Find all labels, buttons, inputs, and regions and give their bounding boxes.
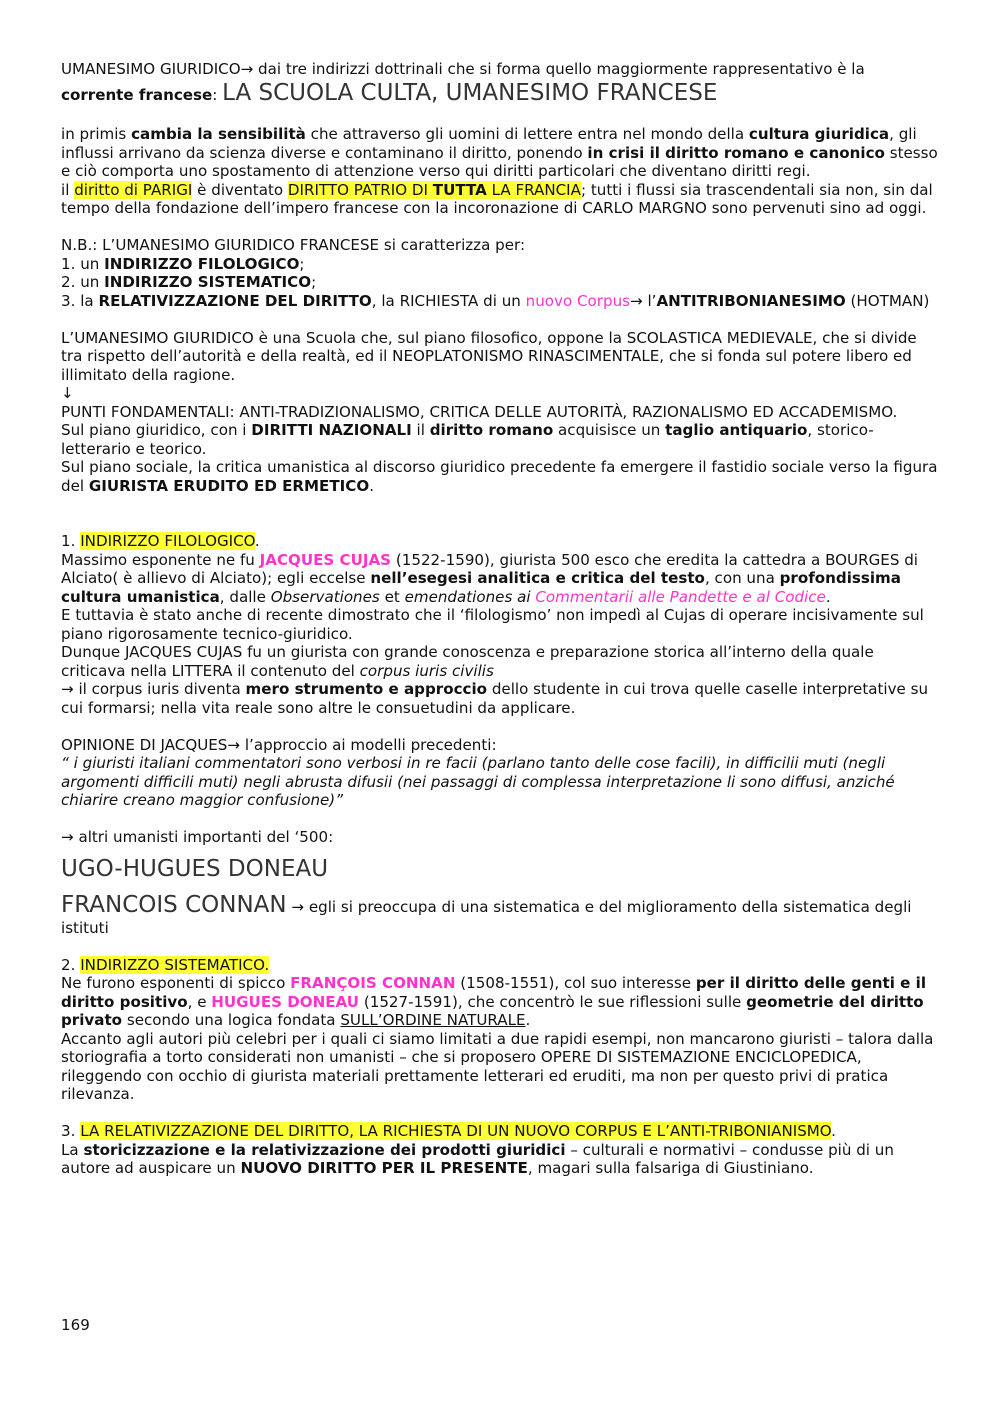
paragraph-enciclopedica: Accanto agli autori più celebri per i quali ci siamo limitati a due rapidi esempi, non mancarono giuristi – talora dalla storiografia a torto considerati non umanisti – che si proposero OPERE DI SISTEMAZIONE ENCICLOPEDICA, rileggendo con occhio di giurista materiali prettamente letterari ed eruditi, ma non per questo privi di pratica rilevanza. [61, 1029, 934, 1103]
intro-text: UMANESIMO GIURIDICO→ dai tre indirizzi dottrinali che si forma quello maggiormente rappresentativo è la [61, 60, 865, 78]
humanist-doneau: UGO-HUGUES DONEAU [61, 855, 329, 882]
intro-line: UMANESIMO GIURIDICO→ dai tre indirizzi dottrinali che si forma quello maggiormente rappresentativo è la corrente francese: LA SCUOLA CULTA, UMANESIMO FRANCESE [61, 60, 865, 106]
paragraph-cujas: Massimo esponente ne fu JACQUES CUJAS (1522-1590), giurista 500 esco che eredita la cattedra a BOURGES di Alciato( è allievo di Alciato); egli eccelse nell’esegesi analitica e critica del testo, con una profondissima cultura umanistica, dalle Observationes et emendationes ai Commentarii alle Pandette e al Codice. [61, 550, 918, 606]
paragraph-sistematico: Ne furono esponenti di spicco FRANÇOIS CONNAN (1508-1551), col suo interesse per il diritto delle genti e il diritto positivo, e HUGUES DONEAU (1527-1591), che concentrò le sue riflessioni sulle geometrie del diritto privato secondo una logica fondata SULL’ORDINE NATURALE. [61, 974, 927, 1029]
paragraph-corpus: → il corpus iuris diventa mero strumento e approccio dello studente in cui trova quelle caselle interpretative su cui formarsi; nella vita reale sono altre le consuetudini da applicare. [61, 680, 929, 717]
paragraph-scuola: L’UMANESIMO GIURIDICO è una Scuola che, sul piano filosofico, oppone la SCOLASTICA MEDIEVALE, che si divide tra rispetto dell’autorità e della realtà, ed il NEOPLATONISMO RINASCIMENTALE, che si fonda sul potere libero ed illimitato della ragione. [61, 328, 917, 384]
nb-title: N.B.: L’UMANESIMO GIURIDICO FRANCESE si caratterizza per: [61, 236, 526, 254]
other-humanists: → altri umanisti importanti del ‘500: [61, 828, 334, 846]
nb-item-1: 1. un INDIRIZZO FILOLOGICO; [61, 254, 305, 273]
section-3-heading: 3. LA RELATIVIZZAZIONE DEL DIRITTO, LA RICHIESTA DI UN NUOVO CORPUS E L’ANTI-TRIBONIANISMO. [61, 1122, 836, 1140]
nb-item-3: 3. la RELATIVIZZAZIONE DEL DIRITTO, la RICHIESTA di un nuovo Corpus→ l’ANTITRIBONIANESIMO (HOTMAN) [61, 291, 930, 310]
document-page [61, 60, 941, 1178]
paragraph-filologismo: E tuttavia è stato anche di recente dimostrato che il ‘filologismo’ non impedì al Cujas di operare incisivamente sul piano rigorosamente tecnico-giuridico. [61, 606, 924, 643]
paragraph-sociale: Sul piano sociale, la critica umanistica al discorso giuridico precedente fa emergere il fastidio sociale verso la figura del GIURISTA ERUDITO ED ERMETICO. [61, 458, 938, 495]
paragraph-sensibilita: in primis cambia la sensibilità che attraverso gli uomini di lettere entra nel mondo della cultura giuridica, gli influssi arrivano da scienza diverse e contaminano il diritto, ponendo in crisi il diritto romano e canonico stesso e ciò comporta uno spostamento di attenzione verso qui diritti particolari che diventano diritti regi. [61, 125, 938, 180]
paragraph-parigi: il diritto di PARIGI è diventato DIRITTO PATRIO DI TUTTA LA FRANCIA; tutti i flussi sia trascendentali sia non, sin dal tempo della fondazione dell’impero francese con la incoronazione di CARLO MARGNO sono pervenuti sino ad oggi. [61, 180, 933, 217]
highlight-parigi: diritto di PARIGI [74, 180, 193, 199]
humanist-connan: FRANCOIS CONNAN → egli si preoccupa di una sistematica e del miglioramento della sistematica degli istituti [61, 891, 912, 937]
paragraph-cujas-2: Dunque JACQUES CUJAS fu un giurista con grande conoscenza e preparazione storica all’interno della quale criticava nella LITTERA il contenuto del corpus iuris civilis [61, 643, 874, 680]
page-number: 169 [61, 1316, 90, 1334]
nb-item-2: 2. un INDIRIZZO SISTEMATICO; [61, 273, 317, 291]
highlight-diritto-patrio: DIRITTO PATRIO DI [287, 180, 433, 199]
punti-fondamentali: PUNTI FONDAMENTALI: ANTI-TRADIZIONALISMO, CRITICA DELLE AUTORITÀ, RAZIONALISMO ED ACCADEMISMO. [61, 402, 898, 421]
paragraph-relativizzazione: La storicizzazione e la relativizzazione dei prodotti giuridici – culturali e normativi – condusse più di un autore ad auspicare un NUOVO DIRITTO PER IL PRESENTE, magari sulla falsariga di Giustiniano. [61, 1140, 894, 1177]
section-1-heading: 1. INDIRIZZO FILOLOGICO. [61, 532, 260, 550]
opinion-quote: “ i giuristi italiani commentatori sono verbosi in re facii (parlano tanto delle cose facili), in difficilii muti (negli argomenti difficili muti) negli abrusta difusii (nei passaggi di complessa interpretazione li sono diffusi, anziché chiarire creano maggior confusione)” [61, 754, 895, 809]
section-2-heading: 2. INDIRIZZO SISTEMATICO. [61, 955, 270, 974]
section-title: LA SCUOLA CULTA, UMANESIMO FRANCESE [222, 79, 718, 106]
opinion-heading: OPINIONE DI JACQUES→ l’approccio ai modelli precedenti: [61, 735, 497, 754]
intro-bold: corrente francese [61, 85, 213, 104]
paragraph-giuridico: Sul piano giuridico, con i DIRITTI NAZIONALI il diritto romano acquisisce un taglio antiquario, storico-letterario e teorico. [61, 421, 874, 458]
down-arrow: ↓ [61, 384, 74, 402]
